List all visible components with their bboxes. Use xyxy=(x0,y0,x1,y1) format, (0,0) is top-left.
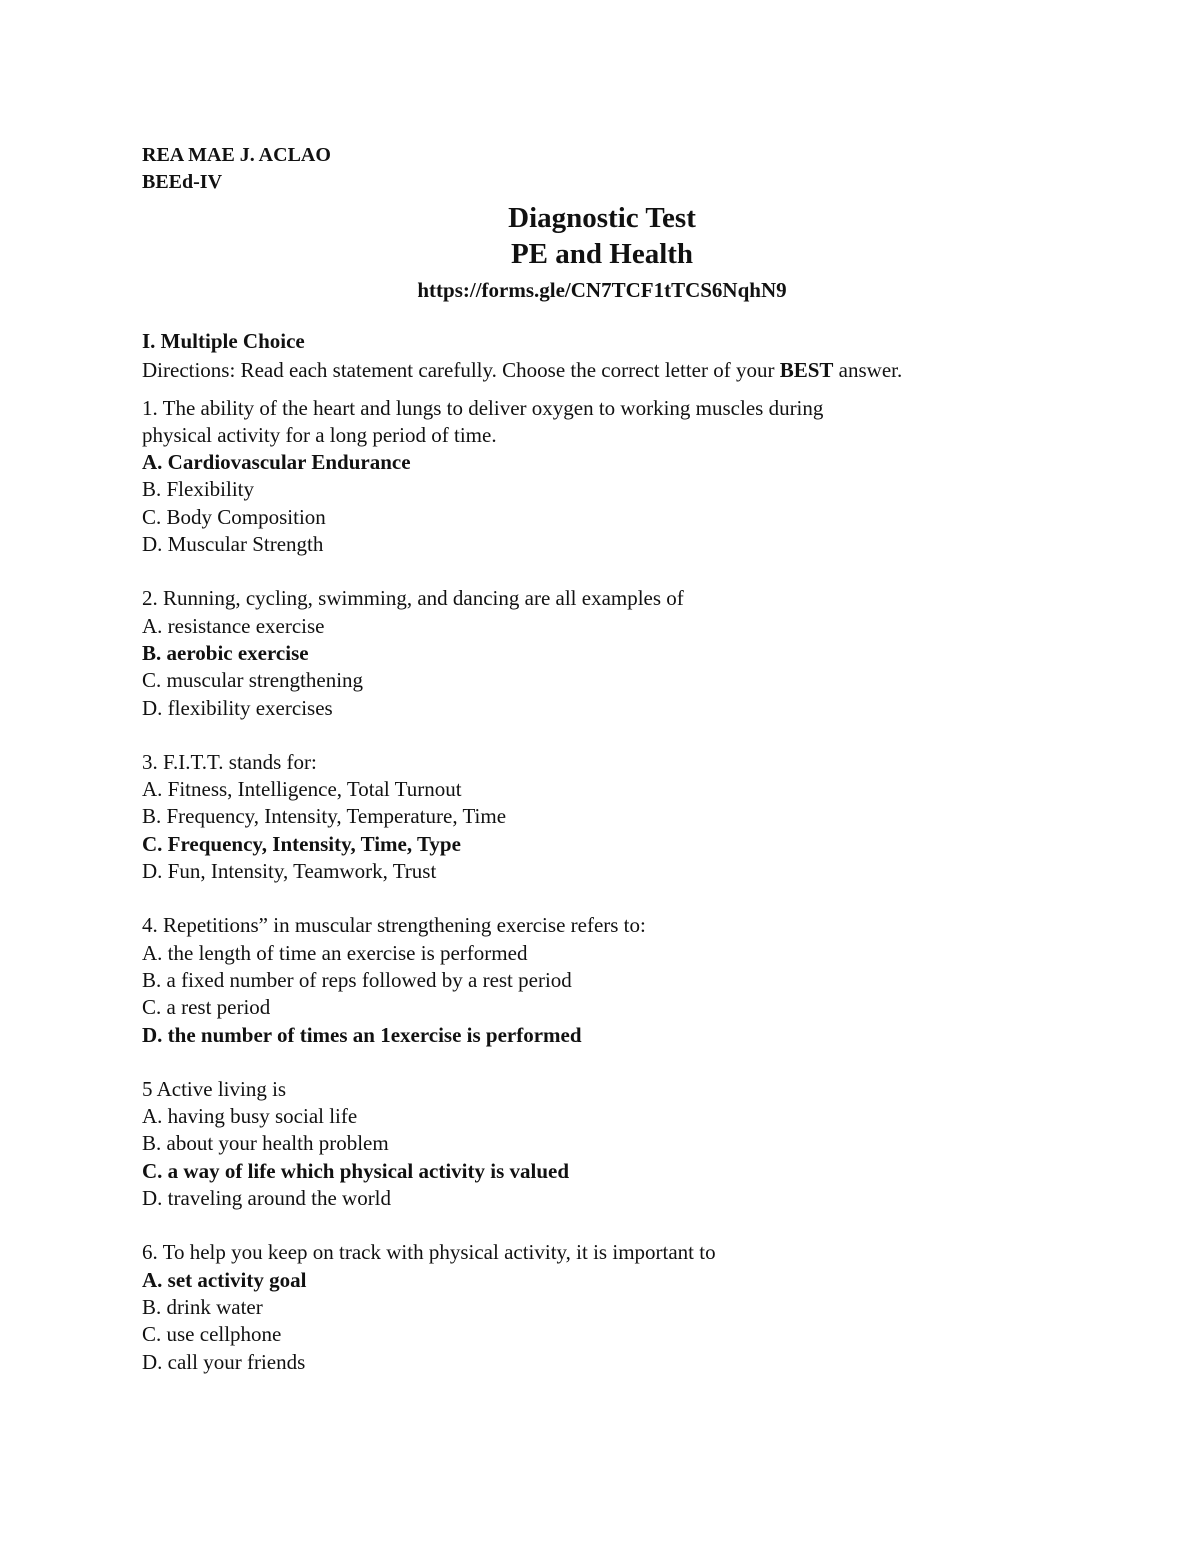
answer-option: C. muscular strengthening xyxy=(142,668,364,693)
question-stem: 6. To help you keep on track with physical activity, it is important to xyxy=(142,1240,716,1265)
document-content xyxy=(142,142,1062,1376)
answer-option: D. Fun, Intensity, Teamwork, Trust xyxy=(142,859,437,884)
answer-option: D. flexibility exercises xyxy=(142,695,333,720)
answer-option-correct: C. Frequency, Intensity, Time, Type xyxy=(142,831,461,856)
answer-option: B. Flexibility xyxy=(142,477,255,502)
question-block xyxy=(142,395,1062,559)
answer-option: A. the length of time an exercise is performed xyxy=(142,940,528,965)
answer-option-correct: A. set activity goal xyxy=(142,1267,307,1292)
question-stem-continued: physical activity for a long period of time. xyxy=(142,422,497,447)
directions xyxy=(142,357,1062,384)
answer-option-correct: A. Cardiovascular Endurance xyxy=(142,450,411,475)
question-stem: 4. Repetitions” in muscular strengthening exercise refers to: xyxy=(142,913,646,938)
directions-bold: BEST xyxy=(779,358,834,383)
question-stem: 3. F.I.T.T. stands for: xyxy=(142,749,317,774)
question-list xyxy=(142,395,1062,1376)
answer-option: B. a fixed number of reps followed by a rest period xyxy=(142,967,572,992)
answer-option-correct: B. aerobic exercise xyxy=(142,640,309,665)
document-title: Diagnostic Test xyxy=(508,202,696,234)
student-course: BEEd-IV xyxy=(142,171,223,193)
answer-option: D. Muscular Strength xyxy=(142,532,324,557)
answer-option-correct: C. a way of life which physical activity is valued xyxy=(142,1158,570,1183)
answer-option-correct: D. the number of times an 1exercise is performed xyxy=(142,1022,582,1047)
answer-option: A. resistance exercise xyxy=(142,613,325,638)
question-block xyxy=(142,1239,1062,1375)
directions-prefix: Directions: Read each statement carefully. Choose the correct letter of your xyxy=(142,358,780,383)
question-block xyxy=(142,749,1062,885)
answer-option: C. use cellphone xyxy=(142,1322,282,1347)
question-stem: 2. Running, cycling, swimming, and dancing are all examples of xyxy=(142,586,684,611)
section-heading: I. Multiple Choice xyxy=(142,329,305,353)
answer-option: C. a rest period xyxy=(142,995,271,1020)
document-subtitle: PE and Health xyxy=(510,238,694,270)
answer-option: B. about your health problem xyxy=(142,1131,389,1156)
student-name: REA MAE J. ACLAO xyxy=(142,144,331,166)
question-block xyxy=(142,585,1062,721)
answer-option: B. drink water xyxy=(142,1294,263,1319)
form-link[interactable]: https://forms.gle/CN7TCF1tTCS6NqhN9 xyxy=(417,278,787,302)
title-block xyxy=(142,200,1062,304)
answer-option: D. call your friends xyxy=(142,1349,306,1374)
directions-suffix: answer. xyxy=(833,358,903,383)
question-stem: 1. The ability of the heart and lungs to deliver oxygen to working muscles during xyxy=(142,395,824,420)
question-block xyxy=(142,912,1062,1048)
answer-option: D. traveling around the world xyxy=(142,1186,392,1211)
answer-option: A. having busy social life xyxy=(142,1104,358,1129)
answer-option: A. Fitness, Intelligence, Total Turnout xyxy=(142,777,462,802)
answer-option: B. Frequency, Intensity, Temperature, Time xyxy=(142,804,507,829)
question-block xyxy=(142,1076,1062,1212)
question-stem: 5 Active living is xyxy=(142,1076,287,1101)
answer-option: C. Body Composition xyxy=(142,504,326,529)
